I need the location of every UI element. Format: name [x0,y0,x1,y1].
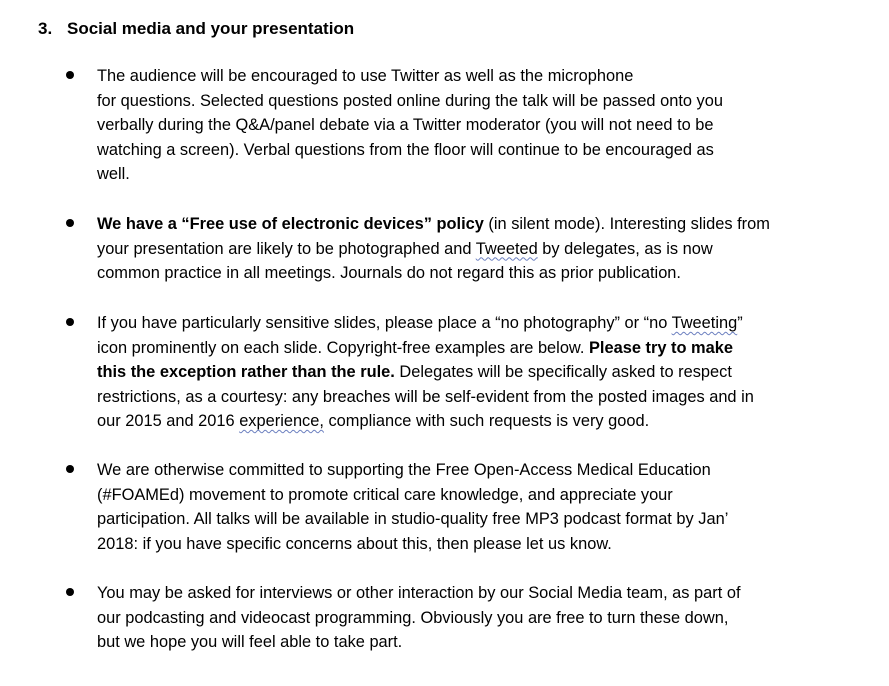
section-heading [38,17,354,41]
text-line: 2018: if you have specific concerns about this, then please let us know. [97,534,612,553]
bold-text: this the exception rather than the rule. [97,363,395,381]
text-span: Delegates will be specifically asked to respect [394,363,732,381]
spellcheck-word: experience, [239,412,324,430]
bullet-text [97,458,842,556]
bold-text: Please try to make [588,338,733,357]
bold-text: We have a “Free use of electronic devices” policy [97,215,484,233]
text-span: (in silent mode). Interesting slides from [483,215,770,233]
text-span: ” [737,314,743,332]
text-line: our podcasting and videocast programming. Obviously you are free to turn these down, [97,608,729,627]
section-title: Social media and your presentation [67,19,355,38]
bullet-text [97,311,842,434]
text-line [97,212,842,237]
text-line [97,336,842,361]
text-line [97,360,842,385]
text-line: well. [97,165,130,183]
spellcheck-word: Tweeting [671,314,738,332]
bullet-dot-icon [66,71,74,79]
text-span: icon prominently on each slide. Copyright-free examples are below. [97,338,589,357]
text-line: common practice in all meetings. Journals do not regard this as prior publication. [97,264,681,282]
text-line [97,237,842,262]
text-span: your presentation are likely to be photographed and [97,239,476,258]
text-line: for questions. Selected questions posted online during the talk will be passed onto you [97,91,723,110]
bullet-text [97,212,842,286]
text-line: The audience will be encouraged to use Twitter as well as the microphone [97,67,634,85]
text-line: but we hope you will feel able to take part. [97,633,403,651]
text-line [97,311,842,336]
bullet-text [97,581,842,655]
text-line: You may be asked for interviews or other interaction by our Social Media team, as part of [97,584,741,602]
section-number: 3. [38,19,53,38]
bullet-text [97,64,842,187]
text-line: watching a screen). Verbal questions from the floor will continue to be encouraged as [97,140,714,159]
text-span: compliance with such requests is very good. [323,412,650,430]
bullet-dot-icon [66,465,74,473]
text-line: We are otherwise committed to supporting the Free Open-Access Medical Education [97,461,711,479]
text-span: by delegates, as is now [537,239,713,258]
text-line: restrictions, as a courtesy: any breaches will be self-evident from the posted images and in [97,387,754,406]
text-line: participation. All talks will be available in studio-quality free MP3 podcast format by Jan’ [97,510,729,528]
bullet-dot-icon [66,588,74,596]
text-span: our 2015 and 2016 [97,412,240,430]
spellcheck-word: Tweeted [475,239,538,258]
text-line [97,409,842,434]
text-line: verbally during the Q&A/panel debate via a Twitter moderator (you will not need to be [97,116,714,134]
bullet-dot-icon [66,318,74,326]
bullet-dot-icon [66,219,74,227]
text-span: If you have particularly sensitive slides, please place a “no photography” or “no [97,314,672,332]
text-line: (#FOAMEd) movement to promote critical care knowledge, and appreciate your [97,485,673,504]
